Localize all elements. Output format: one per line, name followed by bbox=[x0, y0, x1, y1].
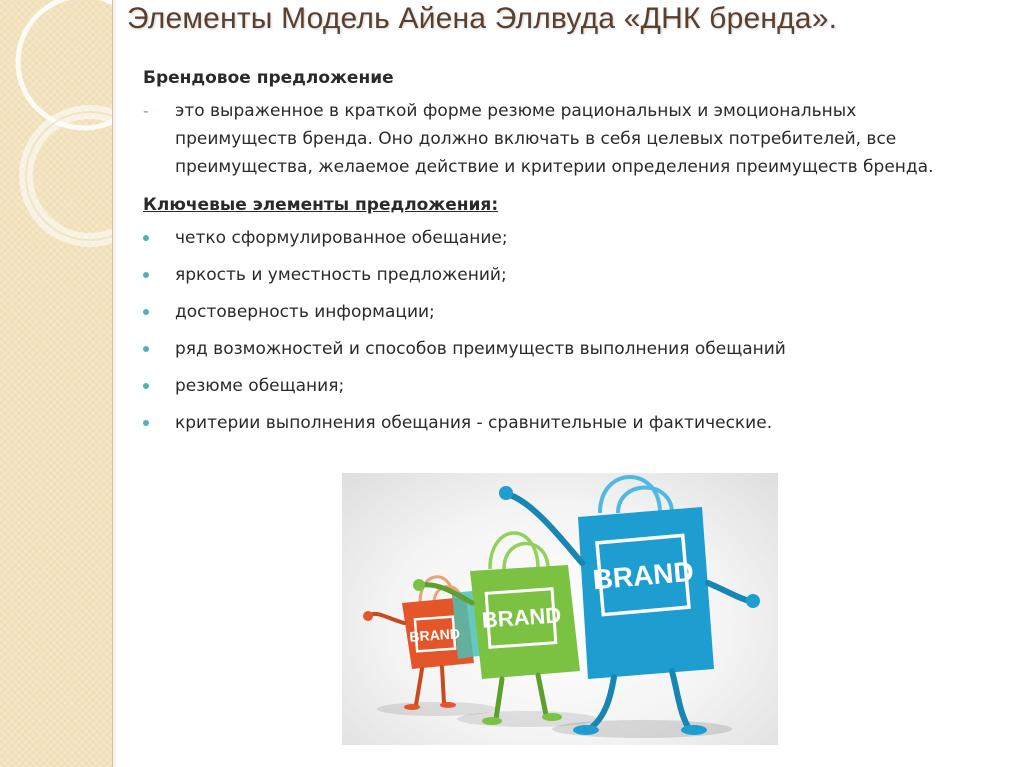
bullet-dot-icon bbox=[143, 298, 163, 315]
list-item-text: критерии выполнения обещания - сравнительные и фактические. bbox=[175, 413, 773, 433]
definition-paragraph bbox=[143, 97, 983, 181]
bullet-dot-icon bbox=[143, 335, 163, 352]
shopping-bags-illustration bbox=[342, 473, 778, 745]
decorative-side-panel bbox=[0, 0, 113, 767]
list-item bbox=[143, 298, 983, 326]
list-item-text: яркость и уместность предложений; bbox=[175, 265, 507, 285]
dash-marker: - bbox=[143, 102, 149, 120]
section-heading-brand-offer: Брендовое предложение bbox=[143, 68, 394, 88]
list-item-text: четко сформулированное обещание; bbox=[175, 228, 508, 248]
list-item-text: резюме обещания; bbox=[175, 376, 345, 396]
decorative-rings bbox=[0, 0, 112, 767]
list-item-text: достоверность информации; bbox=[175, 302, 435, 322]
bullet-dot-icon bbox=[143, 409, 163, 426]
panel-edge-shadow bbox=[112, 0, 118, 767]
list-item bbox=[143, 261, 983, 289]
green-bag-label: BRAND bbox=[480, 602, 562, 633]
list-item-text: ряд возможностей и способов преимуществ выполнения обещаний bbox=[175, 339, 786, 359]
list-item bbox=[143, 409, 983, 437]
key-elements-list bbox=[143, 224, 983, 437]
list-item bbox=[143, 372, 983, 400]
slide-title: Элементы Модель Айена Эллвуда «ДНК бренда». bbox=[127, 2, 838, 35]
list-item bbox=[143, 224, 983, 252]
bullet-dot-icon bbox=[143, 261, 163, 278]
list-item bbox=[143, 335, 983, 363]
brand-bags-illustration bbox=[342, 473, 778, 745]
bullet-dot-icon bbox=[143, 224, 163, 241]
slide-body bbox=[143, 64, 983, 446]
section-heading-key-elements: Ключевые элементы предложения: bbox=[143, 195, 499, 215]
bullet-dot-icon bbox=[143, 372, 163, 389]
blue-bag-label: BRAND bbox=[591, 555, 695, 596]
definition-text: это выраженное в краткой форме резюме рациональных и эмоциональных преимуществ бренда. Оно должно включать в себя целевых потребителей, все преимущества, желаемое действие и критерии определения преимуществ бренда. bbox=[175, 101, 934, 177]
orange-bag-label: BRAND bbox=[408, 625, 461, 645]
